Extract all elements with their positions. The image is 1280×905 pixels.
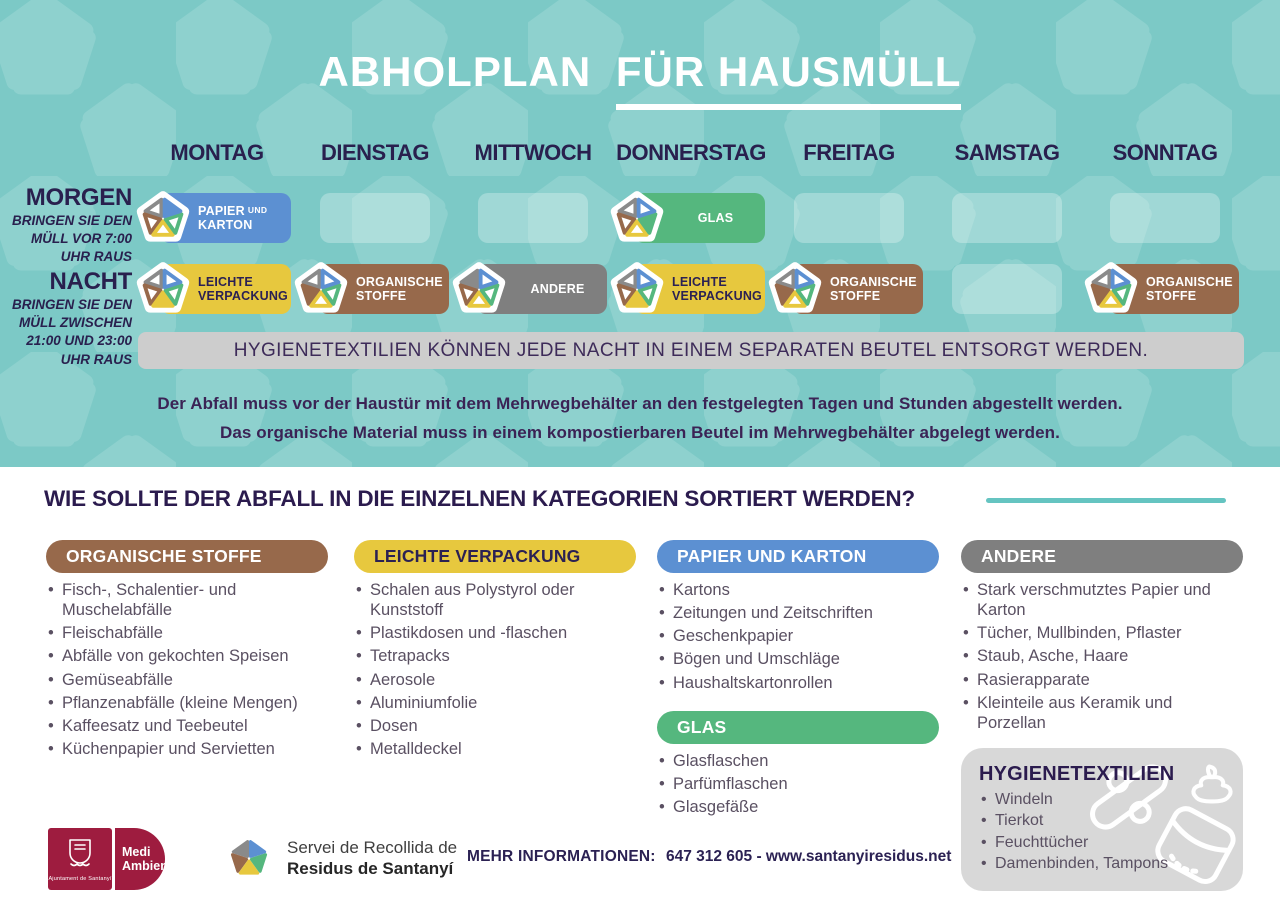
list-item: • Bögen und Umschläge — [659, 649, 939, 669]
badge-label: ORGANISCHE — [1146, 274, 1233, 289]
badge-label: STOFFE — [1146, 289, 1197, 303]
day-header-samstag: SAMSTAG — [954, 140, 1060, 165]
badge-label: LEICHTE — [198, 274, 253, 289]
list-item: • Pflanzenabfälle (kleine Mengen) — [48, 693, 328, 713]
service-line1: Servei de Recollida de — [287, 838, 458, 857]
waste-pentagon-icon-leicht — [133, 259, 193, 319]
list-item: • Küchenpapier und Servietten — [48, 739, 328, 759]
schedule-cell-nacht-donnerstag — [612, 264, 770, 314]
list-item: • Schalen aus Polystyrol oder Kunststoff — [356, 580, 636, 620]
hygiene-items — [981, 790, 1186, 874]
day-header-donnerstag: DONNERSTAG — [616, 140, 766, 165]
badge-label: LEICHTE — [672, 274, 727, 289]
waste-badge-organisch — [1088, 264, 1239, 314]
category-items-glas — [659, 751, 939, 817]
empty-slot — [478, 193, 588, 243]
day-header-freitag: FREITAG — [803, 140, 895, 165]
sort-column-2 — [354, 540, 636, 762]
list-item: • Stark verschmutztes Papier und Karton — [963, 580, 1243, 620]
list-item: • Windeln — [981, 790, 1186, 810]
waste-pentagon-icon-organisch — [1081, 259, 1141, 319]
schedule-cell-nacht-mittwoch — [454, 264, 612, 314]
category-pill-organisch: ORGANISCHE STOFFE — [46, 540, 328, 573]
waste-badge-papier — [140, 193, 291, 243]
day-header-montag: MONTAG — [170, 140, 264, 165]
waste-pentagon-icon-organisch — [291, 259, 351, 319]
waste-pentagon-icon-leicht — [607, 259, 667, 319]
badge-label: STOFFE — [830, 289, 881, 303]
schedule-cell-nacht-freitag — [770, 264, 928, 314]
schedule-cell-morgen-mittwoch — [454, 193, 612, 243]
note-line: Der Abfall muss vor der Haustür mit dem Mehrwegbehälter an den festgelegten Tagen und Stunden abgestellt werden. — [157, 394, 1123, 413]
list-item: • Parfümflaschen — [659, 774, 939, 794]
waste-badge-andere — [456, 264, 607, 314]
waste-pentagon-icon-andere — [449, 259, 509, 319]
day-header-mittwoch: MITTWOCH — [474, 140, 592, 165]
list-item: • Plastikdosen und -flaschen — [356, 623, 636, 643]
page-title-prefix: ABHOLPLAN — [318, 48, 592, 95]
sorting-heading: WIE SOLLTE DER ABFALL IN DIE EINZELNEN KATEGORIEN SORTIERT WERDEN? — [44, 486, 915, 511]
category-items-organisch — [48, 580, 328, 759]
list-item: • Metalldeckel — [356, 739, 636, 759]
schedule-cell-morgen-freitag — [770, 193, 928, 243]
schedule-cell-nacht-samstag — [928, 264, 1086, 314]
list-item: • Geschenkpapier — [659, 626, 939, 646]
list-item: • Kleinteile aus Keramik und Porzellan — [963, 693, 1243, 733]
list-item: • Kartons — [659, 580, 939, 600]
waste-badge-leicht — [614, 264, 765, 314]
schedule-cell-morgen-sonntag — [1086, 193, 1244, 243]
day-header-dienstag: DIENSTAG — [320, 140, 430, 165]
schedule-cell-nacht-sonntag — [1086, 264, 1244, 314]
note-line: Das organische Material muss in einem kompostierbaren Beutel im Mehrwegbehälter abgelegt werden. — [219, 423, 1060, 442]
row-label-morgen: MORGEN — [25, 184, 132, 211]
category-block-leicht — [354, 540, 636, 759]
day-header-sonntag: SONNTAG — [1112, 140, 1218, 165]
category-block-papier — [657, 540, 939, 693]
waste-badge-organisch — [772, 264, 923, 314]
list-item: • Abfälle von gekochten Speisen — [48, 646, 328, 666]
row-note-morgen: BRINGEN SIE DEN MÜLL VOR 7:00 UHR RAUS — [11, 213, 132, 265]
sort-column-3 — [657, 540, 939, 820]
list-item: • Tücher, Mullbinden, Pflaster — [963, 623, 1243, 643]
category-items-leicht — [356, 580, 636, 759]
category-items-andere — [963, 580, 1243, 733]
waste-badge-glas — [614, 193, 765, 243]
hygiene-textiles-bar: HYGIENETEXTILIEN KÖNNEN JEDE NACHT IN EINEM SEPARATEN BEUTEL ENTSORGT WERDEN. — [138, 332, 1244, 369]
list-item: • Feuchttücher — [981, 833, 1186, 853]
waste-pentagon-icon-papier — [133, 188, 193, 248]
residus-pentagon-logo — [222, 831, 276, 885]
service-line2: Residus de Santanyí — [287, 859, 454, 879]
badge-label: ORGANISCHE — [356, 274, 443, 289]
list-item: • Glasgefäße — [659, 797, 939, 817]
category-block-andere — [961, 540, 1243, 733]
schedule-cell-morgen-dienstag — [296, 193, 454, 243]
sort-column-4 — [961, 540, 1243, 891]
list-item: • Fisch-, Schalentier- und Muschelabfälle — [48, 580, 328, 620]
list-item: • Fleischabfälle — [48, 623, 328, 643]
badge-label: ANDERE — [530, 281, 585, 296]
empty-slot — [952, 193, 1062, 243]
medi-ambient-label: Medi Ambient — [122, 844, 172, 873]
list-item: • Gemüseabfälle — [48, 670, 328, 690]
list-item: • Aerosole — [356, 670, 636, 690]
category-pill-leicht: LEICHTE VERPACKUNG — [354, 540, 636, 573]
schedule-cell-nacht-dienstag — [296, 264, 454, 314]
badge-label: VERPACKUNG — [198, 289, 288, 303]
waste-badge-leicht — [140, 264, 291, 314]
list-item: • Tetrapacks — [356, 646, 636, 666]
heading-accent-line — [986, 498, 1226, 503]
waste-badge-organisch — [298, 264, 449, 314]
category-items-papier — [659, 580, 939, 693]
list-item: • Damenbinden, Tampons — [981, 854, 1186, 874]
category-block-organisch — [46, 540, 328, 759]
category-pill-papier: PAPIER UND KARTON — [657, 540, 939, 573]
category-pill-glas: GLAS — [657, 711, 939, 744]
more-info-label: MEHR INFORMATIONEN: — [467, 848, 656, 865]
empty-slot — [1110, 193, 1220, 243]
category-block-glas — [657, 711, 939, 817]
list-item: • Rasierapparate — [963, 670, 1243, 690]
hygiene-title: HYGIENETEXTILIEN — [979, 762, 1175, 785]
waste-pentagon-icon-organisch — [765, 259, 825, 319]
more-info-value: 647 312 605 - www.santanyiresidus.net — [665, 848, 952, 865]
page-title — [0, 48, 1280, 110]
schedule-cell-morgen-samstag — [928, 193, 1086, 243]
list-item: • Kaffeesatz und Teebeutel — [48, 716, 328, 736]
waste-pentagon-icon-glas — [607, 188, 667, 248]
row-label-nacht: NACHT — [49, 268, 132, 295]
list-item: • Dosen — [356, 716, 636, 736]
list-item: • Aluminiumfolie — [356, 693, 636, 713]
badge-label: KARTON — [198, 218, 253, 232]
list-item: • Haushaltskartonrollen — [659, 673, 939, 693]
schedule-cell-morgen-montag — [138, 193, 296, 243]
ajuntament-logo — [48, 828, 112, 890]
ajuntament-label: Ajuntament de Santanyí — [48, 875, 112, 882]
service-name — [287, 837, 457, 880]
schedule-cell-morgen-donnerstag — [612, 193, 770, 243]
sort-column-1 — [46, 540, 328, 762]
schedule-notes — [0, 394, 1280, 452]
schedule-cell-nacht-montag — [138, 264, 296, 314]
list-item: • Zeitungen und Zeitschriften — [659, 603, 939, 623]
badge-label: ORGANISCHE — [830, 274, 917, 289]
row-note-nacht: BRINGEN SIE DEN MÜLL ZWISCHEN 21:00 UND 23:00 UHR RAUS — [11, 297, 132, 367]
badge-label: VERPACKUNG — [672, 289, 762, 303]
list-item: • Tierkot — [981, 811, 1186, 831]
badge-label: PAPIER UND — [198, 203, 268, 218]
medi-ambient-logo — [115, 828, 172, 890]
ajuntament-crest-icon — [65, 837, 95, 874]
more-info — [467, 848, 951, 866]
badge-label: STOFFE — [356, 289, 407, 303]
list-item: • Glasflaschen — [659, 751, 939, 771]
empty-slot — [952, 264, 1062, 314]
page-title-underlined: FÜR HAUSMÜLL — [616, 48, 962, 110]
badge-label: GLAS — [697, 210, 734, 225]
empty-slot — [794, 193, 904, 243]
empty-slot — [320, 193, 430, 243]
hygiene-textiles-box — [961, 748, 1243, 891]
list-item: • Staub, Asche, Haare — [963, 646, 1243, 666]
category-pill-andere: ANDERE — [961, 540, 1243, 573]
